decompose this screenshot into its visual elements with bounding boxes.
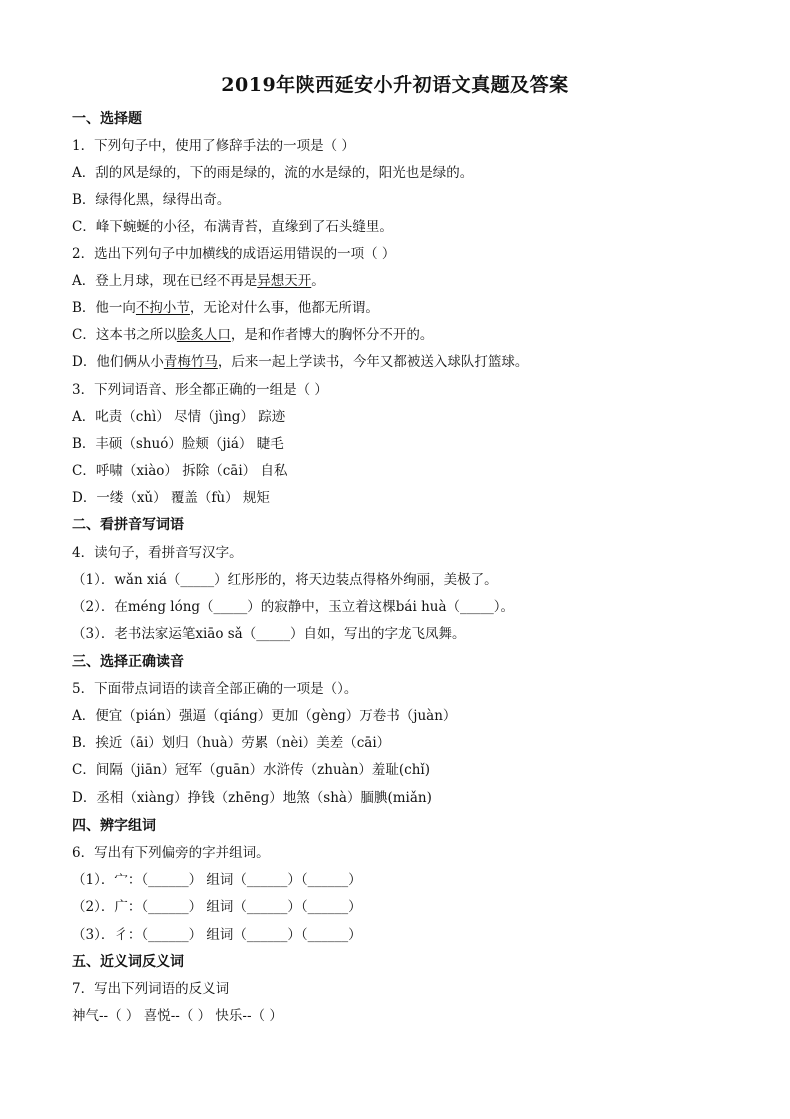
option-line: A．叱责（chì） 尽情（jìng） 踪迹 [72,409,286,425]
option-line [72,272,325,290]
section-heading: 二、看拼音写词语 [72,517,184,533]
option-line [72,299,379,317]
fill-line: （2）．广：（______） 组词（______）（______） [72,899,362,915]
section-heading: 四、辨字组词 [72,818,156,834]
option-text: 。 [311,273,325,289]
question-stem: 3．下列词语音、形全都正确的一组是（ ） [72,382,328,398]
question-stem: 5．下面带点词语的读音全部正确的一项是（）。 [72,681,358,697]
underlined-idiom: 不拘小节 [135,300,190,316]
underlined-idiom: 青梅竹马 [163,354,218,370]
option-text: ，无论对什么事，他都无所谓。 [189,300,379,316]
option-line [72,353,528,371]
option-line: A．刮的风是绿的，下的雨是绿的，流的水是绿的，阳光也是绿的。 [72,165,474,181]
fill-line: （2）．在méng lóng（_____）的寂静中，玉立着这棵bái huà（_____）。 [72,599,515,615]
option-text: B．他一向 [72,300,136,316]
option-line: D．丞相（xiànɡ）挣钱（zhēnɡ）地煞（shà）腼腆(miǎn) [72,790,432,806]
option-text: ，后来一起上学读书，今年又都被送入球队打篮球。 [217,354,529,370]
option-line: D．一缕（xǔ） 覆盖（fù） 规矩 [72,490,270,506]
question-stem: 1．下列句子中，使用了修辞手法的一项是（ ） [72,138,355,154]
option-line: C．间隔（jiān）冠军（ɡuān）水浒传（zhuàn）羞耻(chǐ) [72,762,431,778]
underlined-idiom: 异想天开 [257,273,312,289]
option-line: A．便宜（pián）强逼（qiáng）更加（ɡènɡ）万卷书（juàn） [72,708,457,724]
option-line [72,326,433,344]
option-line: B．挨近（āi）划归（huà）劳累（nèi）美差（cāi） [72,735,391,751]
underlined-idiom: 脍炙人口 [176,327,231,343]
fill-line: （1）．wǎn xiá（_____）红彤彤的，将天边装点得格外绚丽，美极了。 [72,572,498,588]
section-heading: 三、选择正确读音 [72,654,184,670]
fill-line: （1）．宀：（______） 组词（______）（______） [72,872,362,888]
option-line: B．丰硕（shuó）脸颊（jiá） 睫毛 [72,436,284,452]
question-stem: 4．读句子，看拼音写汉字。 [72,545,243,561]
question-stem: 2．选出下列句子中加横线的成语运用错误的一项（ ） [72,246,396,262]
fill-line: （3）．老书法家运笔xiāo sǎ（_____）自如，写出的字龙飞凤舞。 [72,626,466,642]
option-text: A．登上月球，现在已经不再是 [72,273,258,289]
question-stem: 7．写出下列词语的反义词 [72,981,230,997]
option-line: C．峰下蜿蜒的小径，布满青苔，直缘到了石头缝里。 [72,219,393,235]
option-text: C．这本书之所以 [72,327,177,343]
section-heading: 一、选择题 [72,111,142,127]
question-stem: 6．写出有下列偏旁的字并组词。 [72,845,270,861]
fill-line: 神气--（ ） 喜悦--（ ） 快乐--（ ） [72,1008,283,1024]
fill-line: （3）．彳：（______） 组词（______）（______） [72,927,362,943]
section-heading: 五、近义词反义词 [72,954,184,970]
option-line: B．绿得化黑，绿得出奇。 [72,192,231,208]
option-text: D．他们俩从小 [72,354,164,370]
option-line: C．呼啸（xiào） 拆除（cāi） 自私 [72,463,288,479]
page-title: 2019年陕西延安小升初语文真题及答案 [221,74,569,96]
option-text: ，是和作者博大的胸怀分不开的。 [230,327,434,343]
